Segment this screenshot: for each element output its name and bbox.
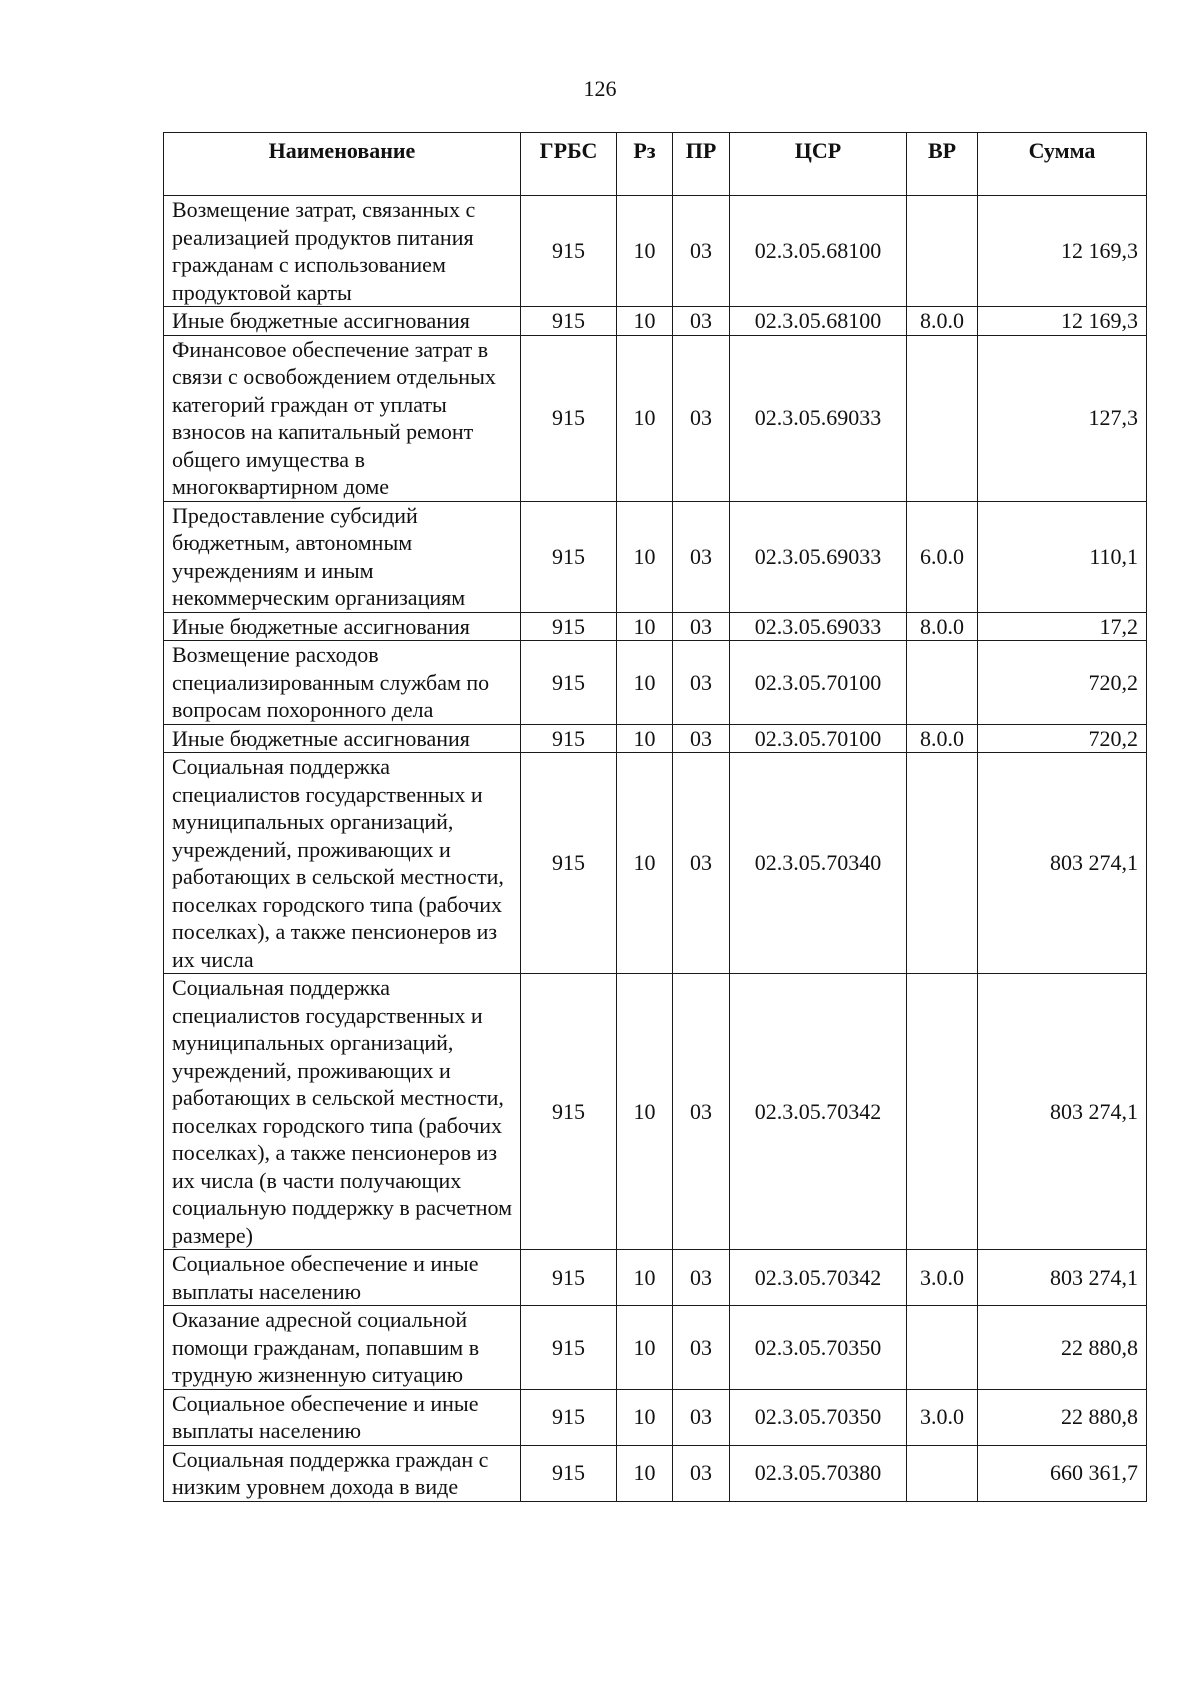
cell-rz: 10: [617, 1250, 673, 1306]
cell-pr: 03: [673, 1445, 730, 1501]
cell-rz: 10: [617, 753, 673, 974]
cell-rz: 10: [617, 196, 673, 307]
header-vr: ВР: [907, 133, 978, 196]
cell-rz: 10: [617, 974, 673, 1250]
cell-pr: 03: [673, 641, 730, 725]
cell-name: Финансовое обеспечение затрат в связи с освобождением отдельных категорий граждан от уплаты взносов на капитальный ремонт общего имущества в многоквартирном доме: [164, 335, 521, 501]
cell-grbs: 915: [521, 612, 617, 641]
cell-pr: 03: [673, 501, 730, 612]
header-csr: ЦСР: [730, 133, 907, 196]
cell-csr: 02.3.05.70342: [730, 1250, 907, 1306]
cell-name: Иные бюджетные ассигнования: [164, 724, 521, 753]
cell-rz: 10: [617, 641, 673, 725]
cell-vr: 8.0.0: [907, 724, 978, 753]
cell-rz: 10: [617, 612, 673, 641]
cell-pr: 03: [673, 307, 730, 336]
table-row: [164, 335, 1147, 501]
cell-name: Оказание адресной социальной помощи гражданам, попавшим в трудную жизненную ситуацию: [164, 1306, 521, 1390]
cell-sum: 803 274,1: [978, 753, 1147, 974]
cell-name: Социальное обеспечение и иные выплаты населению: [164, 1389, 521, 1445]
table-row: [164, 641, 1147, 725]
cell-sum: 12 169,3: [978, 196, 1147, 307]
cell-name: Возмещение затрат, связанных с реализацией продуктов питания гражданам с использованием продуктовой карты: [164, 196, 521, 307]
cell-grbs: 915: [521, 501, 617, 612]
cell-rz: 10: [617, 1306, 673, 1390]
table-row: [164, 753, 1147, 974]
cell-pr: 03: [673, 724, 730, 753]
table-row: [164, 1445, 1147, 1501]
cell-grbs: 915: [521, 974, 617, 1250]
table-header-row: [164, 133, 1147, 196]
cell-csr: 02.3.05.70340: [730, 753, 907, 974]
cell-sum: 17,2: [978, 612, 1147, 641]
cell-csr: 02.3.05.68100: [730, 196, 907, 307]
cell-grbs: 915: [521, 753, 617, 974]
cell-pr: 03: [673, 1389, 730, 1445]
cell-vr: [907, 641, 978, 725]
table-row: [164, 1250, 1147, 1306]
cell-csr: 02.3.05.69033: [730, 612, 907, 641]
cell-sum: 720,2: [978, 724, 1147, 753]
cell-sum: 22 880,8: [978, 1306, 1147, 1390]
cell-pr: 03: [673, 612, 730, 641]
cell-name: Предоставление субсидий бюджетным, автономным учреждениям и иным некоммерческим организациям: [164, 501, 521, 612]
cell-vr: [907, 753, 978, 974]
cell-sum: 127,3: [978, 335, 1147, 501]
cell-sum: 110,1: [978, 501, 1147, 612]
cell-vr: [907, 1306, 978, 1390]
cell-vr: 8.0.0: [907, 307, 978, 336]
cell-name: Социальное обеспечение и иные выплаты населению: [164, 1250, 521, 1306]
header-grbs: ГРБС: [521, 133, 617, 196]
cell-name: Возмещение расходов специализированным службам по вопросам похоронного дела: [164, 641, 521, 725]
table-row: [164, 724, 1147, 753]
cell-sum: 720,2: [978, 641, 1147, 725]
header-pr: ПР: [673, 133, 730, 196]
cell-csr: 02.3.05.70350: [730, 1389, 907, 1445]
cell-rz: 10: [617, 335, 673, 501]
cell-csr: 02.3.05.70342: [730, 974, 907, 1250]
table-row: [164, 1389, 1147, 1445]
cell-sum: 803 274,1: [978, 1250, 1147, 1306]
cell-grbs: 915: [521, 1445, 617, 1501]
cell-csr: 02.3.05.70380: [730, 1445, 907, 1501]
table-body: [164, 196, 1147, 1502]
header-rz: Рз: [617, 133, 673, 196]
cell-sum: 803 274,1: [978, 974, 1147, 1250]
cell-sum: 22 880,8: [978, 1389, 1147, 1445]
cell-pr: 03: [673, 753, 730, 974]
cell-grbs: 915: [521, 196, 617, 307]
cell-csr: 02.3.05.69033: [730, 335, 907, 501]
cell-name: Иные бюджетные ассигнования: [164, 612, 521, 641]
cell-pr: 03: [673, 1306, 730, 1390]
cell-csr: 02.3.05.70100: [730, 724, 907, 753]
table-row: [164, 1306, 1147, 1390]
cell-csr: 02.3.05.70100: [730, 641, 907, 725]
cell-grbs: 915: [521, 641, 617, 725]
cell-vr: [907, 974, 978, 1250]
table-row: [164, 307, 1147, 336]
table-row: [164, 612, 1147, 641]
table-row: [164, 501, 1147, 612]
cell-rz: 10: [617, 1389, 673, 1445]
header-sum: Сумма: [978, 133, 1147, 196]
cell-vr: 3.0.0: [907, 1250, 978, 1306]
cell-csr: 02.3.05.69033: [730, 501, 907, 612]
cell-pr: 03: [673, 974, 730, 1250]
table-row: [164, 196, 1147, 307]
cell-sum: 660 361,7: [978, 1445, 1147, 1501]
cell-rz: 10: [617, 1445, 673, 1501]
cell-vr: 3.0.0: [907, 1389, 978, 1445]
cell-grbs: 915: [521, 1250, 617, 1306]
budget-table: [163, 132, 1147, 1502]
header-name: Наименование: [164, 133, 521, 196]
page-number: 126: [583, 76, 617, 101]
cell-grbs: 915: [521, 724, 617, 753]
cell-grbs: 915: [521, 1306, 617, 1390]
cell-sum: 12 169,3: [978, 307, 1147, 336]
cell-pr: 03: [673, 1250, 730, 1306]
cell-vr: 6.0.0: [907, 501, 978, 612]
cell-rz: 10: [617, 307, 673, 336]
cell-name: Социальная поддержка специалистов государственных и муниципальных организаций, учреждений, проживающих и работающих в сельской местности, поселках городского типа (рабочих поселках), а также пенсионеров из их числа: [164, 753, 521, 974]
cell-csr: 02.3.05.70350: [730, 1306, 907, 1390]
cell-vr: 8.0.0: [907, 612, 978, 641]
cell-name: Социальная поддержка граждан с низким уровнем дохода в виде: [164, 1445, 521, 1501]
cell-vr: [907, 1445, 978, 1501]
cell-name: Социальная поддержка специалистов государственных и муниципальных организаций, учреждений, проживающих и работающих в сельской местности, поселках городского типа (рабочих поселках), а также пенсионеров из их числа (в части получающих социальную поддержку в расчетном размере): [164, 974, 521, 1250]
cell-rz: 10: [617, 724, 673, 753]
cell-grbs: 915: [521, 1389, 617, 1445]
cell-pr: 03: [673, 196, 730, 307]
cell-grbs: 915: [521, 335, 617, 501]
cell-vr: [907, 196, 978, 307]
cell-vr: [907, 335, 978, 501]
cell-pr: 03: [673, 335, 730, 501]
cell-rz: 10: [617, 501, 673, 612]
table-row: [164, 974, 1147, 1250]
cell-grbs: 915: [521, 307, 617, 336]
cell-name: Иные бюджетные ассигнования: [164, 307, 521, 336]
cell-csr: 02.3.05.68100: [730, 307, 907, 336]
